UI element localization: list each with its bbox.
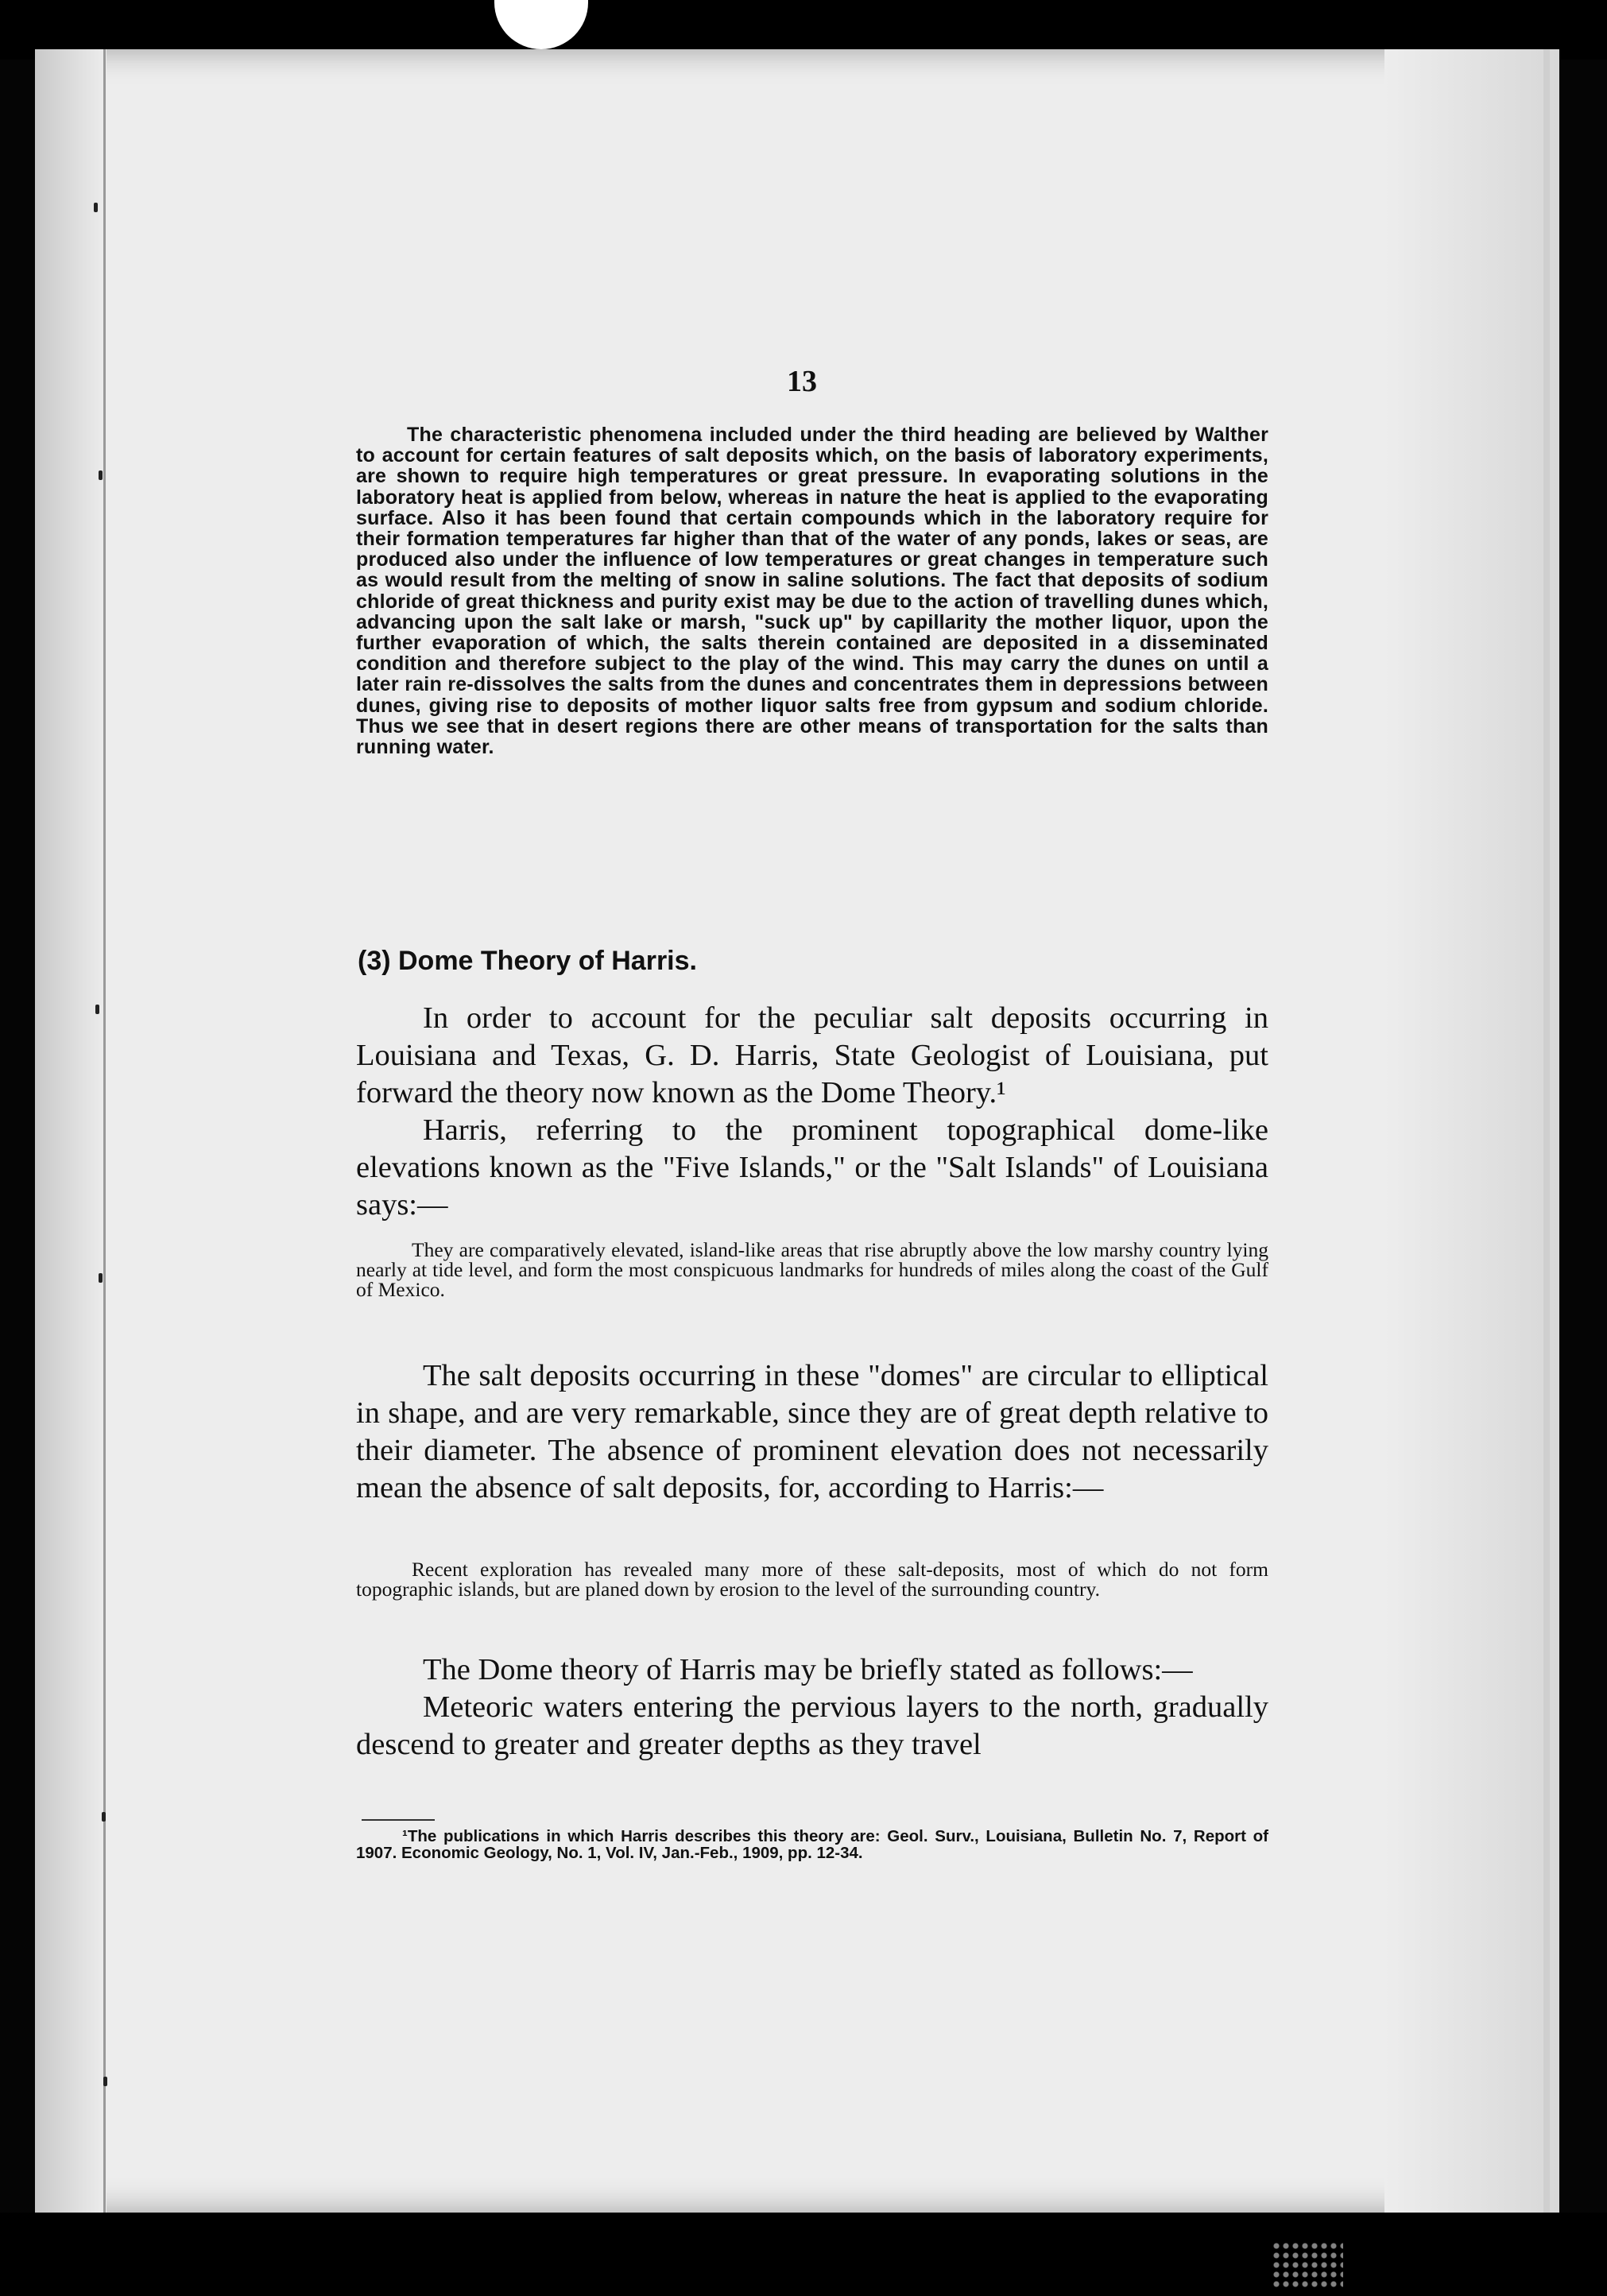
intro-paragraph: The characteristic phenomena included under the third heading are believed by Walther to account for certain features of salt deposits which, on the basis of laboratory experiments, are shown to require high temperatures or great pressure. In evaporating solutions in the laboratory heat is applied from below, whereas in nature the heat is applied to the evaporating surface. Also it has been found that certain compounds which in the laboratory require for their formation temperatures far higher than that of the water of any ponds, lakes or seas, are produced also under the influence of low temperatures or great changes in temperature such as would result from the melting of snow in saline solutions. The fact that deposits of sodium chloride of great thickness and purity exist may be due to the action of travelling dunes which, advancing upon the salt lake or marsh, "suck up" by capillarity the mother liquor, upon the further evaporation of which, the salts therein contained are deposited in a disseminated condition and therefore subject to the play of the wind. This may carry the dunes on until a later rain re-dissolves the salts from the dunes and concentrates them in depressions between dunes, giving rise to deposits of mother liquor salts free from gypsum and sodium chloride. Thus we see that in desert regions there are other means of transportation for the salts than running water. — [356, 424, 1268, 759]
page-shadow-right — [1384, 49, 1559, 2213]
block-quote: They are comparatively elevated, island-like areas that rise abruptly above the low marshy country lying nearly at tide level, and form the most conspicuous landmarks for hundreds of miles along the coast of the Gulf of Mexico. — [356, 1238, 1268, 1301]
margin-mark — [103, 2077, 107, 2086]
block-quote-1 — [356, 1240, 1268, 1299]
margin-mark — [94, 203, 98, 212]
body-paragraph: In order to account for the peculiar salt deposits occurring in Louisiana and Texas, G. D. Harris, State Geologist of Louisiana, put forward the theory now known as the Dome Theory.¹ — [356, 1001, 1268, 1109]
body-section-3 — [356, 1651, 1268, 1764]
page-shadow-left — [35, 49, 106, 2213]
page-right-edge — [1543, 49, 1550, 2213]
block-quote-2 — [356, 1559, 1268, 1599]
block-quote: Recent exploration has revealed many more of these salt-deposits, most of which do not form topographic islands, but are planed down by erosion to the level of the surrounding country. — [356, 1558, 1268, 1601]
page-number: 13 — [787, 365, 817, 398]
body-paragraph: The salt deposits occurring in these "domes" are circular to elliptical in shape, and are very remarkable, since they are of great depth relative to their diameter. The absence of prominent elevation does not necessarily mean the absence of salt deposits, for, according to Harris:— — [356, 1359, 1268, 1504]
body-section-2 — [356, 1357, 1268, 1507]
margin-mark — [95, 1005, 99, 1014]
margin-mark — [102, 1812, 106, 1822]
body-paragraph: The Dome theory of Harris may be briefly stated as follows:— — [423, 1653, 1193, 1686]
footnote: ¹The publications in which Harris describes this theory are: Geol. Surv., Louisiana, Bulletin No. 7, Report of 1907. Economic Geology, No. 1, Vol. IV, Jan.-Feb., 1909, pp. 12-34. — [356, 1827, 1268, 1862]
body-paragraph: Meteoric waters entering the pervious layers to the north, gradually descend to greater and greater depths as they travel — [356, 1690, 1268, 1761]
body-paragraph: Harris, referring to the prominent topographical dome-like elevations known as the "Five Islands," or the "Salt Islands" of Louisiana says:— — [356, 1113, 1268, 1222]
scan-border-bottom — [0, 2213, 1607, 2296]
footnote-rule — [362, 1819, 435, 1821]
margin-mark — [99, 1273, 103, 1283]
page-gutter-line — [103, 49, 106, 2213]
section-heading: (3) Dome Theory of Harris. — [358, 946, 697, 976]
margin-mark — [99, 470, 103, 480]
scan-artifact — [1272, 2241, 1343, 2289]
body-section-1 — [356, 1000, 1268, 1224]
